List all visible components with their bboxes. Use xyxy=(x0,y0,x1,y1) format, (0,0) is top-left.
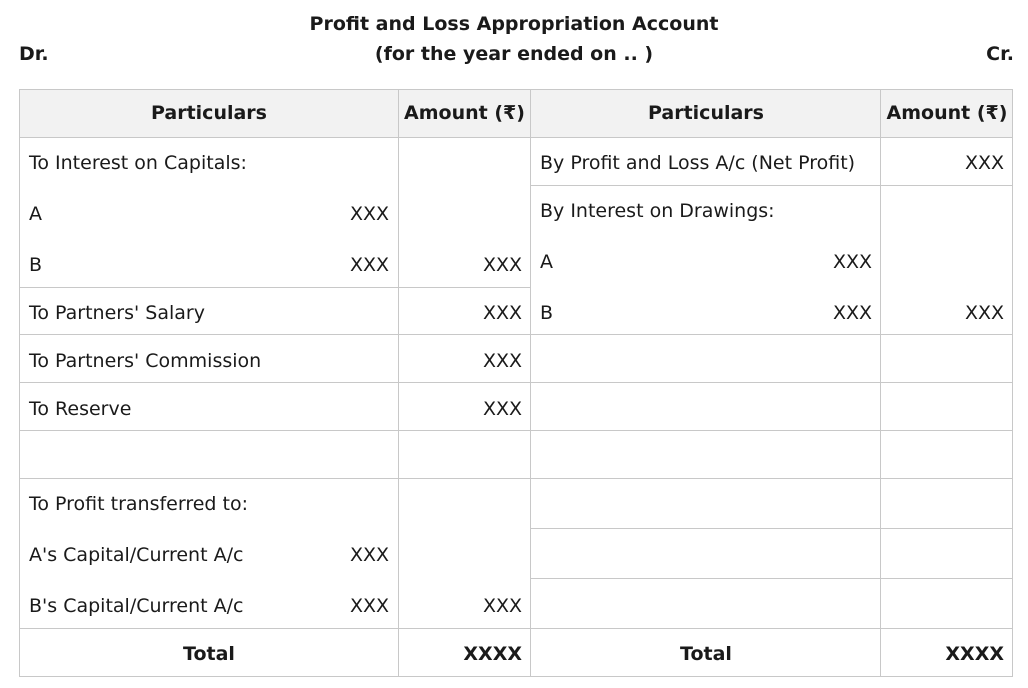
credit-total-amount: XXXX xyxy=(945,643,1004,665)
left-rule-4 xyxy=(19,430,531,431)
right-rule-7 xyxy=(530,578,1013,579)
debit-profit-transferred-label: To Profit transferred to: xyxy=(29,493,249,515)
divider-left-amount xyxy=(398,89,399,677)
credit-net-profit-amount: XXX xyxy=(964,152,1004,174)
debit-commission-label: To Partners' Commission xyxy=(29,350,262,372)
right-rule-5 xyxy=(530,478,1013,479)
right-rule-6 xyxy=(530,528,1013,529)
debit-commission-amount: XXX xyxy=(482,350,522,372)
debit-interest-capitals-label: To Interest on Capitals: xyxy=(29,152,247,174)
header-rule xyxy=(19,137,1013,138)
debit-marker: Dr. xyxy=(19,43,49,65)
debit-interest-capitals-total: XXX xyxy=(482,254,522,276)
appropriation-table xyxy=(19,89,1013,677)
credit-interest-drawings-a-label: A xyxy=(540,251,553,273)
account-subtitle: (for the year ended on .. ) xyxy=(374,43,654,65)
credit-total-label: Total xyxy=(680,643,732,665)
right-rule-2 xyxy=(530,334,1013,335)
left-rule-3 xyxy=(19,382,531,383)
debit-profit-b-value: XXX xyxy=(349,595,389,617)
left-rule-2 xyxy=(19,334,531,335)
divider-center xyxy=(530,89,531,677)
debit-interest-capitals-b-value: XXX xyxy=(349,254,389,276)
divider-right-amount xyxy=(880,89,881,677)
border-right xyxy=(1012,89,1013,677)
debit-salary-amount: XXX xyxy=(482,302,522,324)
debit-profit-a-label: A's Capital/Current A/c xyxy=(29,544,244,566)
header-left-particulars: Particulars xyxy=(150,102,267,124)
account-title: Profit and Loss Appropriation Account xyxy=(309,13,719,35)
credit-interest-drawings-b-value: XXX xyxy=(832,302,872,324)
right-rule-4 xyxy=(530,430,1013,431)
header-right-particulars: Particulars xyxy=(647,102,764,124)
debit-reserve-amount: XXX xyxy=(482,398,522,420)
left-rule-5 xyxy=(19,478,531,479)
border-top xyxy=(19,89,1013,90)
left-rule-1 xyxy=(19,287,531,288)
right-rule-1 xyxy=(530,185,1013,186)
debit-profit-b-label: B's Capital/Current A/c xyxy=(29,595,244,617)
debit-profit-a-value: XXX xyxy=(349,544,389,566)
border-bottom xyxy=(19,676,1013,677)
credit-net-profit-label: By Profit and Loss A/c (Net Profit) xyxy=(540,152,856,174)
credit-interest-drawings-total: XXX xyxy=(964,302,1004,324)
credit-interest-drawings-label: By Interest on Drawings: xyxy=(540,200,775,222)
debit-interest-capitals-a-value: XXX xyxy=(349,203,389,225)
debit-reserve-label: To Reserve xyxy=(29,398,132,420)
credit-interest-drawings-b-label: B xyxy=(540,302,554,324)
debit-interest-capitals-b-label: B xyxy=(29,254,43,276)
total-rule xyxy=(19,628,1013,629)
debit-salary-label: To Partners' Salary xyxy=(29,302,205,324)
border-left xyxy=(19,89,20,677)
debit-total-label: Total xyxy=(183,643,235,665)
header-left-amount: Amount (₹) xyxy=(404,102,525,124)
credit-marker: Cr. xyxy=(986,43,1014,65)
debit-total-amount: XXXX xyxy=(463,643,522,665)
right-rule-3 xyxy=(530,382,1013,383)
debit-profit-total: XXX xyxy=(482,595,522,617)
header-right-amount: Amount (₹) xyxy=(886,102,1008,124)
credit-interest-drawings-a-value: XXX xyxy=(832,251,872,273)
debit-interest-capitals-a-label: A xyxy=(29,203,42,225)
